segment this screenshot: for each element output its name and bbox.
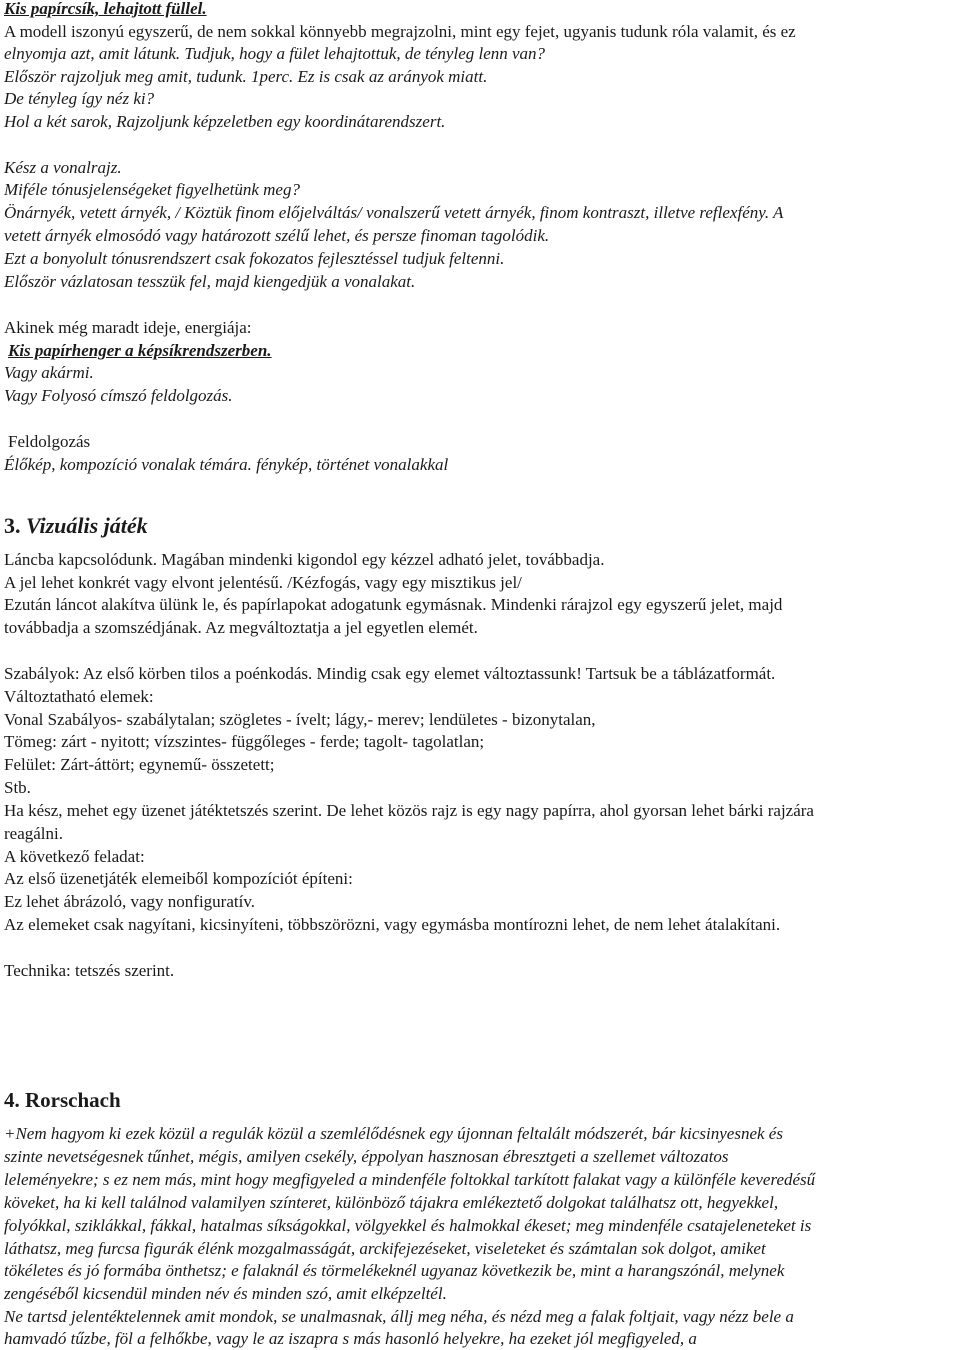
paragraph-line: Technika: tetszés szerint. bbox=[4, 961, 175, 980]
paragraph-line: köveket, ha ki kell találnod valamilyen színteret, különböző tájakra emlékeztető dolgokat találhatsz ott, hegyekkel, bbox=[4, 1193, 779, 1212]
paragraph-line: Élőkép, kompozíció vonalak témára. fénykép, történet vonalakkal bbox=[4, 455, 449, 474]
paragraph-line: leleményekre; s ez nem más, mint hogy megfigyeled a mindenféle foltokkal tarkított falakat vagy a különféle keveredésű bbox=[4, 1170, 816, 1189]
paragraph-line: Vonal Szabályos- szabálytalan; szögletes - ívelt; lágy,- merev; lendületes - bizonytalan, bbox=[4, 710, 596, 729]
paragraph-line: +Nem hagyom ki ezek közül a regulák közül a szemlélődésnek egy újonnan feltalált módszerét, bár kicsinyesnek és bbox=[4, 1124, 783, 1143]
paragraph-line: láthatsz, meg furcsa figurák élénk mozgalmasságát, arckifejezéseket, viseleteket és számtalan sok dolgot, amiket bbox=[4, 1239, 766, 1258]
paragraph-line: Feldolgozás bbox=[8, 432, 91, 451]
paragraph-line: Először rajzoljuk meg amit, tudunk. 1perc. Ez is csak az arányok miatt. bbox=[4, 67, 488, 86]
paragraph-line: továbbadja a szomszédjának. Az megváltoztatja a jel egyetlen elemét. bbox=[4, 618, 478, 637]
paragraph-line: Vagy akármi. bbox=[4, 363, 94, 382]
paragraph-line: Kész a vonalrajz. bbox=[4, 158, 122, 177]
paragraph-line: Hol a két sarok, Rajzoljunk képzeletben egy koordinátarendszert. bbox=[4, 112, 446, 131]
section-heading: 4. Rorschach bbox=[4, 1088, 121, 1112]
paragraph-line: elnyomja azt, amit látunk. Tudjuk, hogy a fület lehajtottuk, de tényleg lenn van? bbox=[4, 44, 546, 63]
paragraph-line: A következő feladat: bbox=[4, 847, 145, 866]
section-number: 3. bbox=[4, 513, 21, 538]
paragraph-line: Stb. bbox=[4, 778, 31, 797]
paragraph-line: Szabályok: Az első körben tilos a poénkodás. Mindig csak egy elemet változtassunk! Tartsuk be a táblázatformát. bbox=[4, 664, 776, 683]
paragraph-line: vetett árnyék elmosódó vagy határozott szélű lehet, és persze finoman tagolódik. bbox=[4, 226, 550, 245]
paragraph-line: Az elemeket csak nagyítani, kicsinyíteni, többszörözni, vagy egymásba montírozni lehet, de nem lehet átalakítani. bbox=[4, 915, 781, 934]
section-title: Kis papírcsík, lehajtott füllel. bbox=[4, 0, 207, 18]
paragraph-line: Először vázlatosan tesszük fel, majd kiengedjük a vonalakat. bbox=[4, 272, 416, 291]
paragraph-line: De tényleg így néz ki? bbox=[4, 89, 155, 108]
paragraph-line: zengéséből kicsendül minden név és minden szó, amit elképzeltél. bbox=[4, 1284, 447, 1303]
paragraph-line: A jel lehet konkrét vagy elvont jelentésű. /Kézfogás, vagy egy misztikus jel/ bbox=[4, 573, 522, 592]
paragraph-line: Ne tartsd jelentéktelennek amit mondok, se unalmasnak, állj meg néha, és nézd meg a falak foltjait, vagy nézz bele a bbox=[4, 1307, 794, 1326]
section-heading-title: Vizuális játék bbox=[26, 513, 148, 538]
paragraph-line: Változtatható elemek: bbox=[4, 687, 154, 706]
subsection-title: Kis papírhenger a képsíkrendszerben. bbox=[8, 341, 272, 360]
paragraph-line: Tömeg: zárt - nyitott; vízszintes- függőleges - ferde; tagolt- tagolatlan; bbox=[4, 732, 485, 751]
paragraph-line: Ezután láncot alakítva ülünk le, és papírlapokat adogatunk egymásnak. Mindenki rárajzol egy egyszerű jelet, majd bbox=[4, 595, 783, 614]
paragraph-line: reagálni. bbox=[4, 824, 63, 843]
paragraph-line: folyókkal, sziklákkal, fákkal, hatalmas síkságokkal, völgyekkel és halmokkal ékeset; meg mindenféle csatajeleneteket is bbox=[4, 1216, 812, 1235]
paragraph-line: Önárnyék, vetett árnyék, / Köztük finom előjelváltás/ vonalszerű vetett árnyék, finom kontraszt, illetve reflexfény. A bbox=[4, 203, 784, 222]
paragraph-line: Miféle tónusjelenségeket figyelhetünk meg? bbox=[4, 180, 300, 199]
paragraph-line: Ezt a bonyolult tónusrendszert csak fokozatos fejlesztéssel tudjuk feltenni. bbox=[4, 249, 505, 268]
paragraph-line: hamvadó tűzbe, föl a felhőkbe, vagy le az iszapra s más hasonló helyekre, ha ezeket jól megfigyeled, a bbox=[4, 1329, 697, 1348]
paragraph-line: Ez lehet ábrázoló, vagy nonfiguratív. bbox=[4, 892, 255, 911]
paragraph-line: Akinek még maradt ideje, energiája: bbox=[4, 318, 252, 337]
paragraph-line: Vagy Folyosó címszó feldolgozás. bbox=[4, 386, 233, 405]
paragraph-line: Ha kész, mehet egy üzenet játéktetszés szerint. De lehet közös rajz is egy nagy papírra, ahol gyorsan lehet bárki rajzára bbox=[4, 801, 814, 820]
paragraph-line: Láncba kapcsolódunk. Magában mindenki kigondol egy kézzel adható jelet, továbbadja. bbox=[4, 550, 605, 569]
section-heading bbox=[4, 513, 148, 539]
paragraph-line: Az első üzenetjáték elemeiből kompozíciót építeni: bbox=[4, 869, 353, 888]
paragraph-line: Felület: Zárt-áttört; egynemű- összetett; bbox=[4, 755, 275, 774]
paragraph-line: szinte nevetségesnek tűnhet, mégis, amilyen csekély, éppolyan hasznosan ébresztgeti a szellemet változatos bbox=[4, 1147, 729, 1166]
paragraph-line: tökéletes és jó formába önthetsz; e falaknál és törmelékeknél ugyanaz következik be, mint a harangszónál, melynek bbox=[4, 1261, 785, 1280]
paragraph-line: A modell iszonyú egyszerű, de nem sokkal könnyebb megrajzolni, mint egy fejet, ugyanis tudunk róla valamit, és ez bbox=[4, 22, 796, 41]
